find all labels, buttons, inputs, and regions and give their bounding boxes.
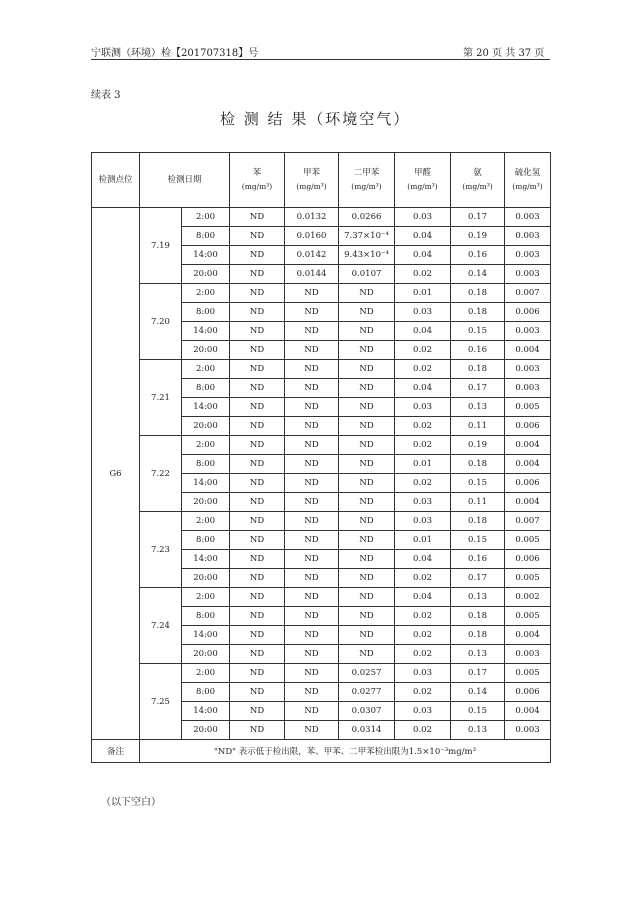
time-cell: 2:00 bbox=[182, 664, 230, 683]
value-cell: 0.18 bbox=[451, 284, 505, 303]
value-cell: 0.03 bbox=[395, 664, 451, 683]
site-cell: G6 bbox=[92, 208, 140, 740]
value-cell: ND bbox=[339, 284, 395, 303]
value-cell: 0.02 bbox=[395, 417, 451, 436]
value-cell: ND bbox=[285, 626, 339, 645]
table-row bbox=[92, 664, 551, 683]
value-cell: 0.02 bbox=[395, 436, 451, 455]
value-cell: ND bbox=[285, 379, 339, 398]
value-cell: ND bbox=[230, 398, 285, 417]
value-cell: ND bbox=[339, 341, 395, 360]
value-cell: ND bbox=[230, 721, 285, 740]
value-cell: 0.003 bbox=[505, 360, 551, 379]
date-cell: 7.20 bbox=[140, 284, 182, 360]
value-cell: 0.04 bbox=[395, 246, 451, 265]
value-cell: ND bbox=[339, 303, 395, 322]
time-cell: 20:00 bbox=[182, 417, 230, 436]
value-cell: 0.02 bbox=[395, 607, 451, 626]
value-cell: 0.02 bbox=[395, 360, 451, 379]
value-cell: 0.01 bbox=[395, 455, 451, 474]
value-cell: 0.18 bbox=[451, 360, 505, 379]
value-cell: ND bbox=[230, 436, 285, 455]
value-cell: 0.005 bbox=[505, 607, 551, 626]
time-cell: 20:00 bbox=[182, 645, 230, 664]
value-cell: ND bbox=[285, 550, 339, 569]
time-cell: 14:00 bbox=[182, 702, 230, 721]
date-cell: 7.19 bbox=[140, 208, 182, 284]
value-cell: 0.02 bbox=[395, 265, 451, 284]
time-cell: 8:00 bbox=[182, 683, 230, 702]
value-cell: 0.15 bbox=[451, 702, 505, 721]
value-cell: 0.02 bbox=[395, 474, 451, 493]
value-cell: 0.0107 bbox=[339, 265, 395, 284]
time-cell: 20:00 bbox=[182, 569, 230, 588]
col-ammonia: 氨 (mg/m³) bbox=[451, 153, 505, 208]
value-cell: 0.15 bbox=[451, 531, 505, 550]
value-cell: ND bbox=[285, 455, 339, 474]
time-cell: 8:00 bbox=[182, 607, 230, 626]
value-cell: ND bbox=[230, 455, 285, 474]
value-cell: 0.005 bbox=[505, 569, 551, 588]
value-cell: 0.03 bbox=[395, 208, 451, 227]
time-cell: 20:00 bbox=[182, 493, 230, 512]
value-cell: 0.01 bbox=[395, 284, 451, 303]
value-cell: ND bbox=[339, 588, 395, 607]
value-cell: 0.13 bbox=[451, 398, 505, 417]
value-cell: ND bbox=[285, 531, 339, 550]
value-cell: 0.003 bbox=[505, 208, 551, 227]
value-cell: 0.18 bbox=[451, 303, 505, 322]
time-cell: 2:00 bbox=[182, 360, 230, 379]
value-cell: 0.15 bbox=[451, 322, 505, 341]
value-cell: 0.02 bbox=[395, 645, 451, 664]
value-cell: 0.003 bbox=[505, 227, 551, 246]
value-cell: 0.18 bbox=[451, 455, 505, 474]
value-cell: ND bbox=[230, 683, 285, 702]
value-cell: 0.15 bbox=[451, 474, 505, 493]
value-cell: 0.005 bbox=[505, 398, 551, 417]
time-cell: 14:00 bbox=[182, 322, 230, 341]
value-cell: ND bbox=[230, 303, 285, 322]
table-row bbox=[92, 512, 551, 531]
value-cell: 0.13 bbox=[451, 721, 505, 740]
col-date: 检测日期 bbox=[140, 153, 230, 208]
value-cell: ND bbox=[285, 569, 339, 588]
value-cell: 0.03 bbox=[395, 512, 451, 531]
value-cell: 0.004 bbox=[505, 626, 551, 645]
value-cell: 0.18 bbox=[451, 512, 505, 531]
value-cell: 0.004 bbox=[505, 702, 551, 721]
value-cell: 0.003 bbox=[505, 721, 551, 740]
value-cell: ND bbox=[230, 246, 285, 265]
value-cell: 0.003 bbox=[505, 322, 551, 341]
value-cell: 0.004 bbox=[505, 455, 551, 474]
value-cell: ND bbox=[285, 398, 339, 417]
value-cell: 0.17 bbox=[451, 208, 505, 227]
value-cell: ND bbox=[230, 227, 285, 246]
value-cell: ND bbox=[339, 455, 395, 474]
value-cell: ND bbox=[230, 417, 285, 436]
value-cell: 0.02 bbox=[395, 569, 451, 588]
time-cell: 14:00 bbox=[182, 398, 230, 417]
value-cell: ND bbox=[230, 341, 285, 360]
value-cell: ND bbox=[339, 398, 395, 417]
value-cell: 0.18 bbox=[451, 626, 505, 645]
value-cell: ND bbox=[230, 550, 285, 569]
value-cell: 0.003 bbox=[505, 379, 551, 398]
value-cell: ND bbox=[285, 493, 339, 512]
value-cell: 0.13 bbox=[451, 588, 505, 607]
value-cell: 0.003 bbox=[505, 246, 551, 265]
value-cell: ND bbox=[285, 322, 339, 341]
value-cell: 0.03 bbox=[395, 702, 451, 721]
value-cell: 0.03 bbox=[395, 303, 451, 322]
value-cell: 0.11 bbox=[451, 417, 505, 436]
value-cell: ND bbox=[230, 265, 285, 284]
value-cell: 0.01 bbox=[395, 531, 451, 550]
time-cell: 8:00 bbox=[182, 379, 230, 398]
time-cell: 14:00 bbox=[182, 550, 230, 569]
value-cell: 0.04 bbox=[395, 322, 451, 341]
time-cell: 2:00 bbox=[182, 512, 230, 531]
value-cell: 0.18 bbox=[451, 607, 505, 626]
time-cell: 8:00 bbox=[182, 227, 230, 246]
value-cell: ND bbox=[285, 683, 339, 702]
header-rule bbox=[91, 59, 550, 60]
value-cell: ND bbox=[339, 645, 395, 664]
value-cell: ND bbox=[339, 417, 395, 436]
value-cell: ND bbox=[339, 531, 395, 550]
value-cell: 0.17 bbox=[451, 569, 505, 588]
value-cell: 0.0266 bbox=[339, 208, 395, 227]
value-cell: ND bbox=[230, 645, 285, 664]
value-cell: 0.004 bbox=[505, 341, 551, 360]
time-cell: 8:00 bbox=[182, 455, 230, 474]
value-cell: 0.0277 bbox=[339, 683, 395, 702]
value-cell: ND bbox=[230, 664, 285, 683]
page-title: 检 测 结 果（环境空气） bbox=[220, 110, 411, 128]
value-cell: ND bbox=[230, 493, 285, 512]
value-cell: 0.16 bbox=[451, 246, 505, 265]
value-cell: 0.007 bbox=[505, 512, 551, 531]
table-row bbox=[92, 588, 551, 607]
value-cell: ND bbox=[285, 436, 339, 455]
value-cell: 0.005 bbox=[505, 531, 551, 550]
value-cell: 0.006 bbox=[505, 683, 551, 702]
value-cell: ND bbox=[230, 322, 285, 341]
value-cell: ND bbox=[230, 588, 285, 607]
date-cell: 7.21 bbox=[140, 360, 182, 436]
value-cell: ND bbox=[230, 360, 285, 379]
value-cell: ND bbox=[339, 322, 395, 341]
value-cell: 0.0144 bbox=[285, 265, 339, 284]
value-cell: 0.0314 bbox=[339, 721, 395, 740]
table-row bbox=[92, 284, 551, 303]
header-left: 宁联测（环境）检【201707318】号 bbox=[91, 48, 259, 59]
value-cell: ND bbox=[230, 626, 285, 645]
value-cell: 0.003 bbox=[505, 265, 551, 284]
remark-text: "ND" 表示低于检出限，苯、甲苯、二甲苯检出限为1.5×10⁻³mg/m³ bbox=[140, 740, 551, 763]
value-cell: ND bbox=[285, 341, 339, 360]
time-cell: 2:00 bbox=[182, 588, 230, 607]
value-cell: 0.006 bbox=[505, 550, 551, 569]
value-cell: 0.04 bbox=[395, 227, 451, 246]
date-cell: 7.24 bbox=[140, 588, 182, 664]
value-cell: ND bbox=[285, 645, 339, 664]
value-cell: 0.02 bbox=[395, 683, 451, 702]
date-cell: 7.25 bbox=[140, 664, 182, 740]
value-cell: ND bbox=[339, 550, 395, 569]
value-cell: ND bbox=[339, 512, 395, 531]
value-cell: 0.0142 bbox=[285, 246, 339, 265]
value-cell: ND bbox=[230, 474, 285, 493]
value-cell: ND bbox=[339, 436, 395, 455]
time-cell: 8:00 bbox=[182, 531, 230, 550]
time-cell: 14:00 bbox=[182, 626, 230, 645]
value-cell: ND bbox=[230, 702, 285, 721]
value-cell: ND bbox=[285, 417, 339, 436]
value-cell: 0.007 bbox=[505, 284, 551, 303]
time-cell: 20:00 bbox=[182, 721, 230, 740]
col-xylene: 二甲苯 (mg/m³) bbox=[339, 153, 395, 208]
value-cell: 0.003 bbox=[505, 645, 551, 664]
value-cell: 0.006 bbox=[505, 303, 551, 322]
value-cell: 0.11 bbox=[451, 493, 505, 512]
value-cell: ND bbox=[285, 721, 339, 740]
header-right: 第 20 页 共 37 页 bbox=[463, 48, 545, 59]
value-cell: 0.0160 bbox=[285, 227, 339, 246]
results-table bbox=[91, 152, 551, 763]
value-cell: 0.02 bbox=[395, 341, 451, 360]
value-cell: 0.02 bbox=[395, 721, 451, 740]
col-h2s: 硫化氢 (mg/m³) bbox=[505, 153, 551, 208]
value-cell: 0.006 bbox=[505, 417, 551, 436]
value-cell: 0.04 bbox=[395, 588, 451, 607]
value-cell: ND bbox=[230, 379, 285, 398]
value-cell: 0.004 bbox=[505, 493, 551, 512]
value-cell: 0.006 bbox=[505, 474, 551, 493]
value-cell: ND bbox=[339, 493, 395, 512]
footer-note: （以下空白） bbox=[101, 797, 161, 808]
value-cell: ND bbox=[285, 588, 339, 607]
value-cell: ND bbox=[339, 474, 395, 493]
value-cell: ND bbox=[230, 607, 285, 626]
value-cell: 0.16 bbox=[451, 341, 505, 360]
table-row bbox=[92, 208, 551, 227]
time-cell: 2:00 bbox=[182, 284, 230, 303]
value-cell: ND bbox=[230, 208, 285, 227]
table-row bbox=[92, 436, 551, 455]
value-cell: 0.03 bbox=[395, 493, 451, 512]
value-cell: ND bbox=[285, 512, 339, 531]
value-cell: ND bbox=[339, 569, 395, 588]
table-row bbox=[92, 360, 551, 379]
value-cell: ND bbox=[285, 607, 339, 626]
value-cell: ND bbox=[339, 607, 395, 626]
value-cell: ND bbox=[339, 360, 395, 379]
value-cell: 0.14 bbox=[451, 265, 505, 284]
remark-row bbox=[92, 740, 551, 763]
value-cell: ND bbox=[230, 512, 285, 531]
value-cell: 0.04 bbox=[395, 550, 451, 569]
value-cell: ND bbox=[285, 360, 339, 379]
value-cell: 0.002 bbox=[505, 588, 551, 607]
table-subtitle: 续表 3 bbox=[91, 90, 121, 101]
value-cell: 0.04 bbox=[395, 379, 451, 398]
time-cell: 14:00 bbox=[182, 246, 230, 265]
value-cell: ND bbox=[285, 474, 339, 493]
header-row bbox=[92, 153, 551, 208]
time-cell: 20:00 bbox=[182, 265, 230, 284]
value-cell: ND bbox=[230, 284, 285, 303]
value-cell: 0.13 bbox=[451, 645, 505, 664]
value-cell: ND bbox=[285, 284, 339, 303]
value-cell: 0.16 bbox=[451, 550, 505, 569]
time-cell: 20:00 bbox=[182, 341, 230, 360]
col-benzene: 苯 (mg/m³) bbox=[230, 153, 285, 208]
date-cell: 7.23 bbox=[140, 512, 182, 588]
value-cell: 0.005 bbox=[505, 664, 551, 683]
time-cell: 2:00 bbox=[182, 436, 230, 455]
value-cell: ND bbox=[230, 569, 285, 588]
value-cell: 0.004 bbox=[505, 436, 551, 455]
value-cell: ND bbox=[339, 379, 395, 398]
col-formaldehyde: 甲醛 (mg/m³) bbox=[395, 153, 451, 208]
remark-label: 备注 bbox=[92, 740, 140, 763]
value-cell: 0.14 bbox=[451, 683, 505, 702]
value-cell: 0.17 bbox=[451, 664, 505, 683]
value-cell: 0.0257 bbox=[339, 664, 395, 683]
value-cell: 0.0307 bbox=[339, 702, 395, 721]
time-cell: 14:00 bbox=[182, 474, 230, 493]
value-cell: ND bbox=[285, 702, 339, 721]
col-toluene: 甲苯 (mg/m³) bbox=[285, 153, 339, 208]
value-cell: 0.02 bbox=[395, 626, 451, 645]
value-cell: ND bbox=[285, 303, 339, 322]
value-cell: 9.43×10⁻⁴ bbox=[339, 246, 395, 265]
date-cell: 7.22 bbox=[140, 436, 182, 512]
value-cell: ND bbox=[339, 626, 395, 645]
value-cell: 0.03 bbox=[395, 398, 451, 417]
col-site: 检测点位 bbox=[92, 153, 140, 208]
value-cell: 7.37×10⁻⁴ bbox=[339, 227, 395, 246]
time-cell: 8:00 bbox=[182, 303, 230, 322]
value-cell: 0.19 bbox=[451, 227, 505, 246]
time-cell: 2:00 bbox=[182, 208, 230, 227]
value-cell: 0.17 bbox=[451, 379, 505, 398]
value-cell: 0.19 bbox=[451, 436, 505, 455]
value-cell: ND bbox=[230, 531, 285, 550]
value-cell: 0.0132 bbox=[285, 208, 339, 227]
value-cell: ND bbox=[285, 664, 339, 683]
